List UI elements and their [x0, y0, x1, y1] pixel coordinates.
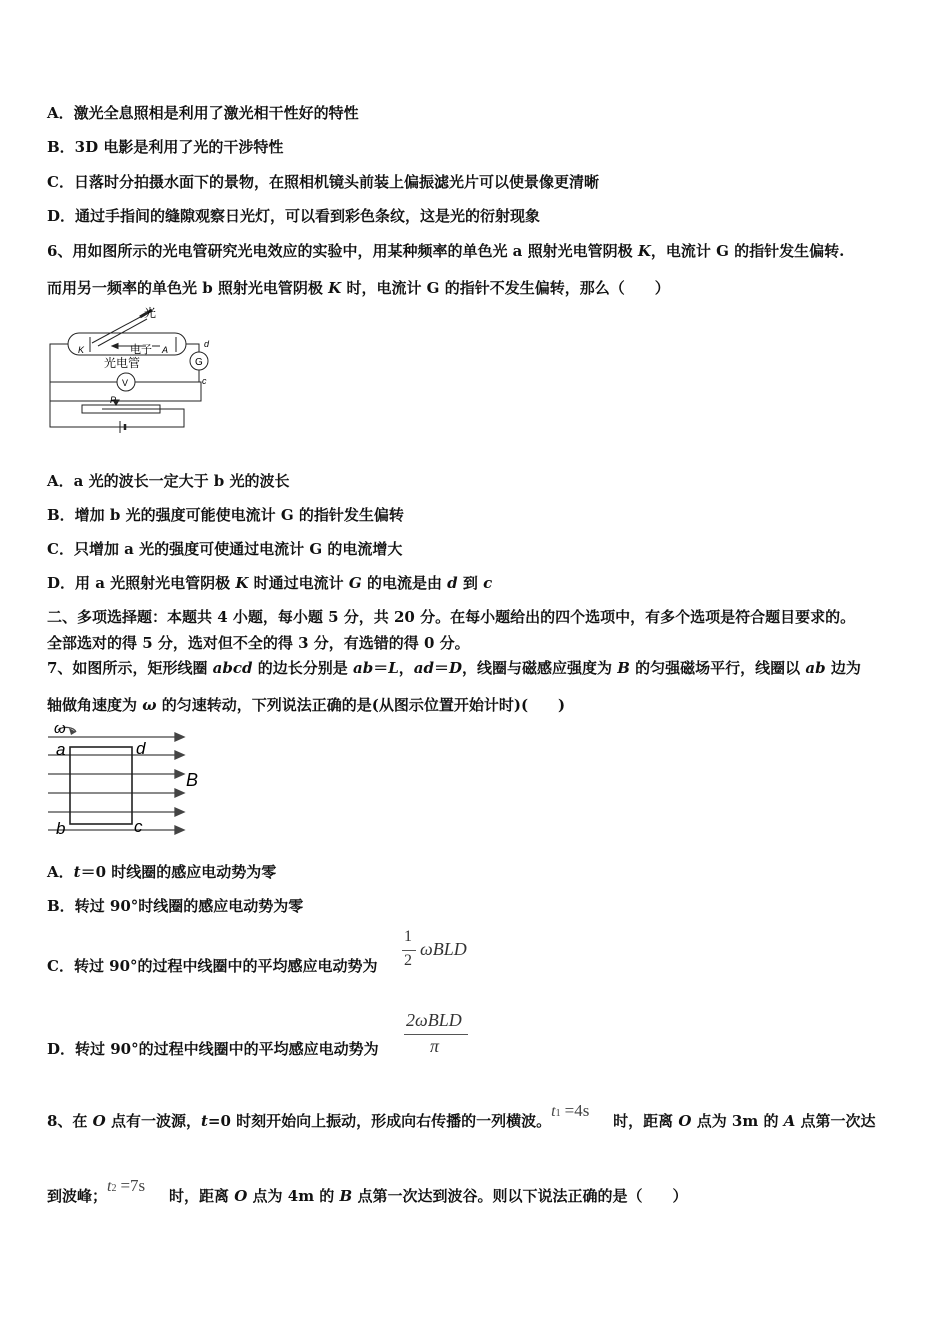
q7-option-a: A．t＝0 时线圈的感应电动势为零 [47, 863, 277, 881]
q7-coil-figure [44, 722, 204, 842]
t2-expression: t2 =7s [107, 1176, 146, 1195]
omega-label: ω [54, 722, 66, 737]
q7-stem-line2: 轴做角速度为 ω 的匀速转动，下列说法正确的是(从图示位置开始计时)( ) [47, 696, 566, 714]
q8-stem-line2: 到波峰；t2 =7s时，距离 O 点为 4m 的 B 点第一次达到波谷。则以下说法正确的是（ ） [47, 1176, 688, 1205]
fraction-numerator: 2ωBLD [406, 1010, 462, 1030]
q5-option-a: A．激光全息照相是利用了激光相干性好的特性 [47, 104, 359, 122]
section2-header-line1: 二、多项选择题：本题共 4 小题，每小题 5 分，共 20 分。在每小题给出的四个选项中，有多个选项是符合题目要求的。 [47, 608, 856, 626]
q5-option-b: B．3D 电影是利用了光的干涉特性 [47, 138, 284, 156]
fraction-denominator: 2 [404, 952, 412, 969]
q7-option-c: C．转过 90°的过程中线圈中的平均感应电动势为 [47, 957, 378, 975]
field-b-label: B [186, 770, 199, 790]
q6-circuit-figure [44, 305, 224, 445]
anode-label: A [162, 345, 169, 355]
fraction-denominator: π [430, 1036, 440, 1056]
fraction-expression: ωBLD [420, 939, 467, 959]
c-label: c [202, 376, 207, 386]
d-label: d [204, 339, 210, 349]
q6-option-a: A．a 光的波长一定大于 b 光的波长 [47, 472, 290, 490]
light-label: 光 [144, 306, 157, 320]
q6-option-d: D．用 a 光照射光电管阴极 K 时通过电流计 G 的电流是由 d 到 c [47, 574, 493, 592]
electron-label: 电子 [130, 344, 152, 356]
q7-stem-line1: 7、如图所示，矩形线圈 abcd 的边长分别是 ab＝L，ad＝D，线圈与磁感应强度为 B 的匀强磁场平行，线圈以 ab 边为 [47, 659, 861, 677]
q6-stem-line2: 而用另一频率的单色光 b 照射光电管阴极 K 时，电流计 G 的指针不发生偏转，那么（ ） [47, 279, 670, 297]
tube-label: 光电管 [104, 356, 141, 370]
q5-option-c: C．日落时分拍摄水面下的景物，在照相机镜头前装上偏振滤光片可以使景像更清晰 [47, 173, 599, 191]
p-label: P [110, 395, 117, 405]
d-label: d [136, 739, 146, 758]
fraction-numerator: 1 [404, 928, 412, 945]
q6-option-b: B．增加 b 光的强度可能使电流计 G 的指针发生偏转 [47, 506, 404, 524]
c-label: c [134, 817, 143, 836]
g-label: G [195, 357, 203, 368]
a-label: a [56, 740, 66, 759]
q6-option-c: C．只增加 a 光的强度可使通过电流计 G 的电流增大 [47, 540, 403, 558]
cathode-label: K [78, 345, 85, 355]
q8-stem-line1: 8、在 O 点有一波源，t=0 时刻开始向上振动，形成向右传播的一列横波。t1 =4s时，距离 O 点为 3m 的 A 点第一次达 [47, 1101, 876, 1130]
b-label: b [56, 819, 66, 838]
q7-option-c-fraction [402, 928, 482, 976]
section2-header-line2: 全部选对的得 5 分，选对但不全的得 3 分，有选错的得 0 分。 [47, 634, 470, 652]
q7-option-d: D．转过 90°的过程中线圈中的平均感应电动势为 [47, 1040, 379, 1058]
photo-tube-body [68, 333, 186, 355]
q6-stem-line1: 6、用如图所示的光电管研究光电效应的实验中，用某种频率的单色光 a 照射光电管阴极 K，电流计 G 的指针发生偏转. [47, 242, 845, 260]
v-label: V [122, 378, 129, 388]
q7-option-d-fraction [404, 1010, 476, 1058]
t1-expression: t1 =4s [551, 1101, 590, 1120]
q5-option-d: D．通过手指间的缝隙观察日光灯，可以看到彩色条纹，这是光的衍射现象 [47, 207, 541, 225]
q7-option-b: B．转过 90°时线圈的感应电动势为零 [47, 897, 304, 915]
